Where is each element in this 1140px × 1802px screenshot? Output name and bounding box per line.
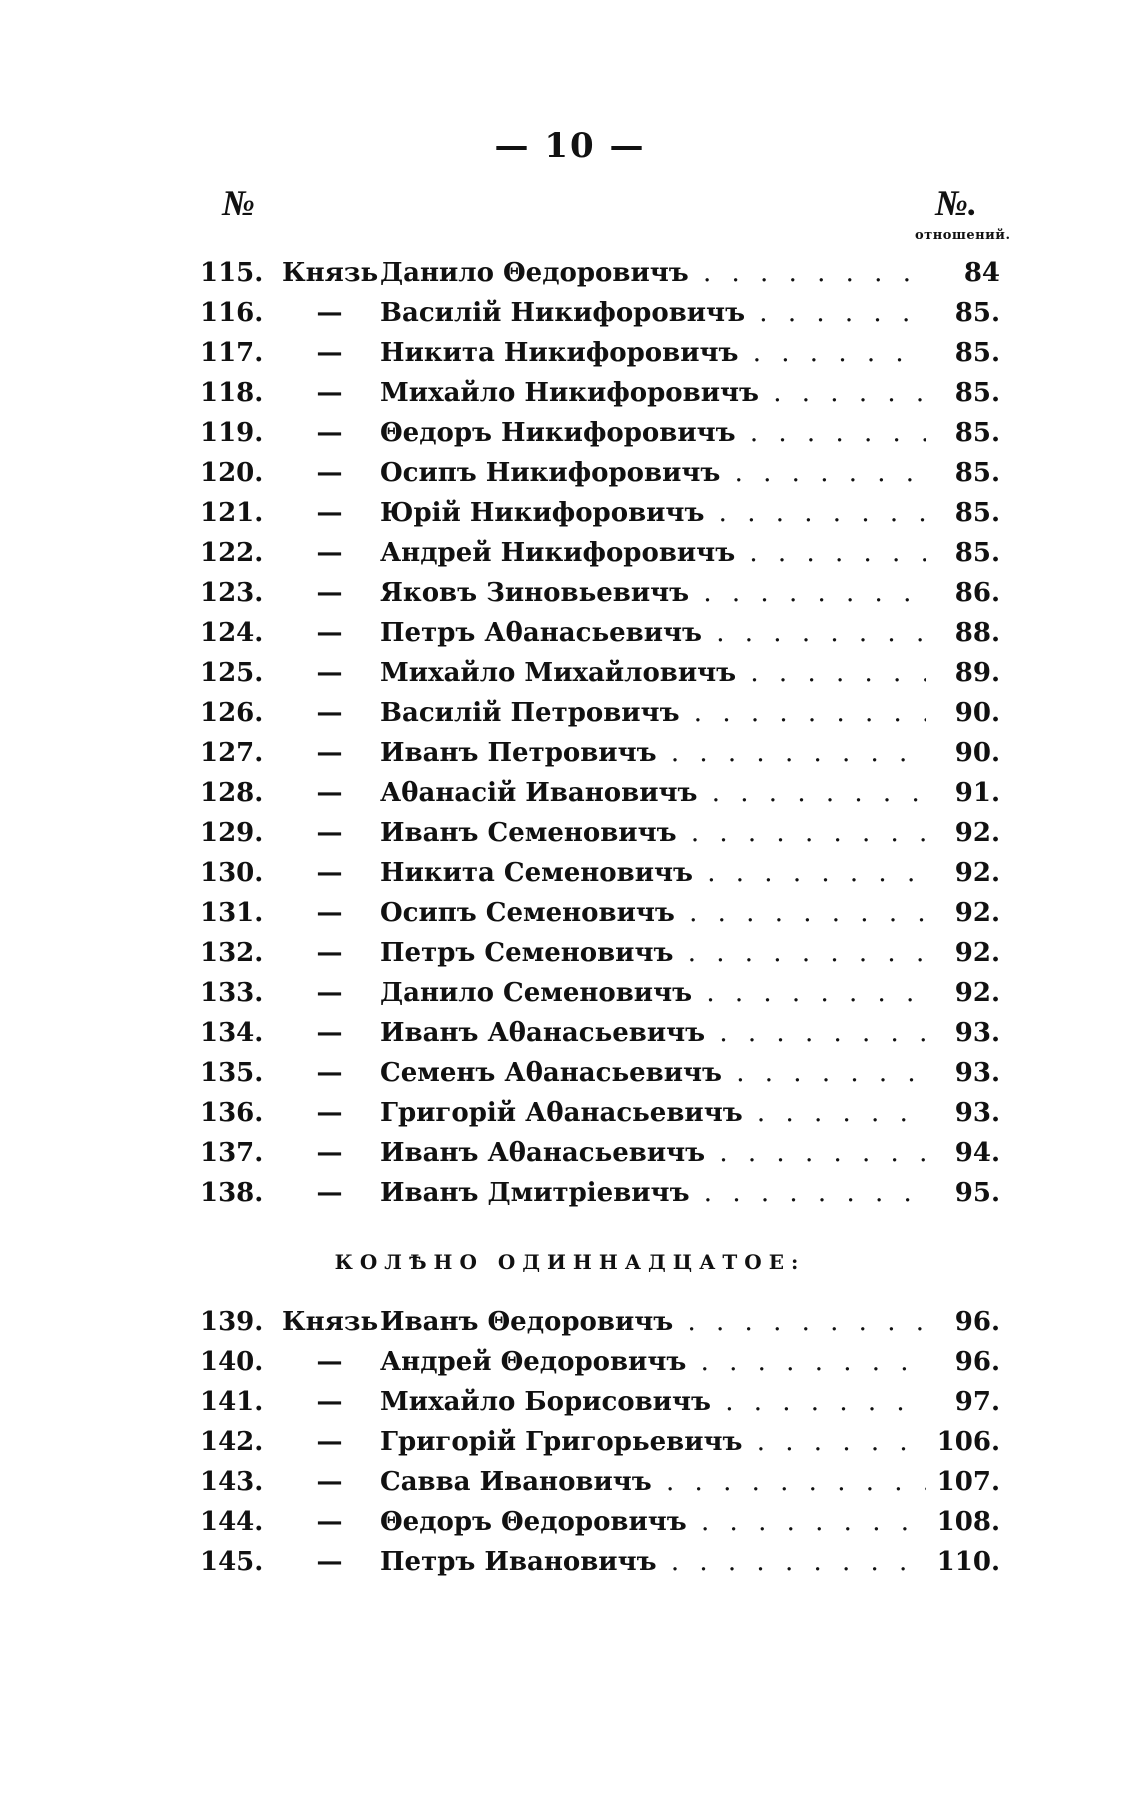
list-item — [200, 1382, 1000, 1422]
number-column-header: № — [222, 183, 255, 223]
entry-number: 119. — [200, 418, 264, 448]
entry-name: Данило Θедоровичъ . . . — [380, 253, 940, 293]
entry-number: 115. — [200, 258, 264, 288]
entry-number: 125. — [200, 658, 264, 688]
entry-reference: 90. — [926, 733, 1000, 773]
entry-title: — — [316, 458, 343, 488]
list-item — [200, 413, 1000, 453]
entry-number: 141. — [200, 1387, 264, 1417]
entry-title: — — [316, 818, 343, 848]
entry-title: Князь — [282, 1307, 379, 1337]
entry-number: 124. — [200, 618, 264, 648]
reference-column-header: №. — [935, 183, 977, 223]
list-item — [200, 893, 1000, 933]
entry-reference: 96. — [926, 1302, 1000, 1342]
entry-reference: 86. — [926, 573, 1000, 613]
entry-name: Θедоръ Никифоровичъ . . . — [380, 413, 940, 453]
entry-reference: 92. — [926, 893, 1000, 933]
list-item — [200, 973, 1000, 1013]
entry-number: 143. — [200, 1467, 264, 1497]
list-item — [200, 773, 1000, 813]
entry-reference: 85. — [926, 453, 1000, 493]
entry-reference: 85. — [926, 373, 1000, 413]
entry-number: 128. — [200, 778, 264, 808]
entry-name: Юрій Никифоровичъ . . . — [380, 493, 940, 533]
entry-reference: 91. — [926, 773, 1000, 813]
list-item — [200, 1422, 1000, 1462]
list-item — [200, 333, 1000, 373]
entry-number: 145. — [200, 1547, 264, 1577]
entry-name: Иванъ Семеновичъ . . . — [380, 813, 940, 853]
entry-reference: 88. — [926, 613, 1000, 653]
entry-reference: 84 — [926, 253, 1000, 293]
entry-title: — — [316, 658, 343, 688]
entry-number: 131. — [200, 898, 264, 928]
entry-title: — — [316, 1018, 343, 1048]
entry-number: 136. — [200, 1098, 264, 1128]
entry-number: 132. — [200, 938, 264, 968]
entry-reference: 85. — [926, 533, 1000, 573]
entry-name: Никита Никифоровичъ . . . — [380, 333, 940, 373]
entry-reference: 106. — [926, 1422, 1000, 1462]
entry-title: — — [316, 858, 343, 888]
entry-number: 134. — [200, 1018, 264, 1048]
entry-name: Θедоръ Θедоровичъ . . . — [380, 1502, 940, 1542]
entry-reference: 94. — [926, 1133, 1000, 1173]
entry-title: — — [316, 1387, 343, 1417]
list-item — [200, 373, 1000, 413]
list-item — [200, 653, 1000, 693]
entry-title: — — [316, 578, 343, 608]
entry-reference: 97. — [926, 1382, 1000, 1422]
entry-title: — — [316, 538, 343, 568]
entry-name: Иванъ Аθанасьевичъ . . . — [380, 1133, 940, 1173]
entry-name: Данило Семеновичъ . . . — [380, 973, 940, 1013]
entry-number: 133. — [200, 978, 264, 1008]
entry-title: — — [316, 618, 343, 648]
list-item — [200, 1462, 1000, 1502]
section-heading: КОЛѢНО ОДИННАДЦАТОЕ: — [334, 1250, 806, 1274]
entry-reference: 92. — [926, 973, 1000, 1013]
entry-title: — — [316, 1058, 343, 1088]
entry-title: — — [316, 418, 343, 448]
entry-name: Никита Семеновичъ . . . — [380, 853, 940, 893]
entry-title: — — [316, 1178, 343, 1208]
entry-reference: 92. — [926, 933, 1000, 973]
page-number: — 10 — — [494, 126, 646, 166]
entry-reference: 96. — [926, 1342, 1000, 1382]
entry-name: Василій Петровичъ . . . — [380, 693, 940, 733]
entry-title: — — [316, 1547, 343, 1577]
entry-reference: 95. — [926, 1173, 1000, 1213]
entry-reference: 85. — [926, 293, 1000, 333]
entry-number: 126. — [200, 698, 264, 728]
entry-name: Иванъ Аθанасьевичъ . . . — [380, 1013, 940, 1053]
reference-column-subheader: отношений. — [915, 228, 1011, 243]
entry-reference: 85. — [926, 333, 1000, 373]
entry-name: Андрей Никифоровичъ . . . — [380, 533, 940, 573]
entry-reference: 92. — [926, 813, 1000, 853]
list-item — [200, 1302, 1000, 1342]
list-item — [200, 293, 1000, 333]
list-item — [200, 533, 1000, 573]
entry-reference: 93. — [926, 1013, 1000, 1053]
entry-title: — — [316, 1427, 343, 1457]
entry-name: Савва Ивановичъ . . . — [380, 1462, 940, 1502]
list-item — [200, 853, 1000, 893]
entry-name: Григорій Григорьевичъ . . . — [380, 1422, 940, 1462]
entry-number: 138. — [200, 1178, 264, 1208]
list-item — [200, 453, 1000, 493]
list-item — [200, 1013, 1000, 1053]
entry-reference: 108. — [926, 1502, 1000, 1542]
list-item — [200, 1502, 1000, 1542]
entry-name: Петръ Ивановичъ . . . — [380, 1542, 940, 1582]
entry-name: Михайло Борисовичъ . . . — [380, 1382, 940, 1422]
entry-number: 123. — [200, 578, 264, 608]
entry-title: — — [316, 938, 343, 968]
entry-number: 127. — [200, 738, 264, 768]
entry-title: — — [316, 978, 343, 1008]
list-item — [200, 813, 1000, 853]
entry-title: — — [316, 738, 343, 768]
entry-title: — — [316, 698, 343, 728]
entry-number: 142. — [200, 1427, 264, 1457]
entry-name: Семенъ Аθанасьевичъ . . . — [380, 1053, 940, 1093]
entry-reference: 92. — [926, 853, 1000, 893]
list-item — [200, 493, 1000, 533]
list-item — [200, 1093, 1000, 1133]
entry-number: 129. — [200, 818, 264, 848]
entry-title: — — [316, 1138, 343, 1168]
entry-number: 144. — [200, 1507, 264, 1537]
list-item — [200, 1173, 1000, 1213]
entry-name: Иванъ Θедоровичъ . . . — [380, 1302, 940, 1342]
entry-title: — — [316, 1347, 343, 1377]
entry-title: — — [316, 1507, 343, 1537]
list-item — [200, 733, 1000, 773]
entry-number: 135. — [200, 1058, 264, 1088]
entry-reference: 110. — [926, 1542, 1000, 1582]
entry-name: Андрей Θедоровичъ . . . — [380, 1342, 940, 1382]
entry-number: 120. — [200, 458, 264, 488]
entry-name: Петръ Семеновичъ . . . — [380, 933, 940, 973]
entry-name: Михайло Михайловичъ . . . — [380, 653, 940, 693]
entry-reference: 90. — [926, 693, 1000, 733]
entry-name: Аθанасій Ивановичъ . . . — [380, 773, 940, 813]
entry-title: — — [316, 1467, 343, 1497]
entry-name: Михайло Никифоровичъ . . . — [380, 373, 940, 413]
entry-title: — — [316, 1098, 343, 1128]
list-item — [200, 613, 1000, 653]
entry-number: 121. — [200, 498, 264, 528]
list-item — [200, 693, 1000, 733]
entry-title: Князь — [282, 258, 379, 288]
entry-name: Иванъ Петровичъ . . . — [380, 733, 940, 773]
entry-reference: 85. — [926, 493, 1000, 533]
entry-name: Петръ Аθанасьевичъ . . . — [380, 613, 940, 653]
entry-number: 139. — [200, 1307, 264, 1337]
entry-name: Иванъ Дмитріевичъ . . . — [380, 1173, 940, 1213]
entry-number: 140. — [200, 1347, 264, 1377]
entry-reference: 93. — [926, 1093, 1000, 1133]
entry-number: 130. — [200, 858, 264, 888]
list-item — [200, 1053, 1000, 1093]
entry-number: 122. — [200, 538, 264, 568]
list-item — [200, 1342, 1000, 1382]
entry-number: 137. — [200, 1138, 264, 1168]
entry-title: — — [316, 298, 343, 328]
entry-number: 117. — [200, 338, 264, 368]
list-item — [200, 1133, 1000, 1173]
entry-name: Осипъ Никифоровичъ . . . — [380, 453, 940, 493]
entry-title: — — [316, 898, 343, 928]
entry-title: — — [316, 498, 343, 528]
entry-reference: 107. — [926, 1462, 1000, 1502]
list-item — [200, 933, 1000, 973]
entry-name: Яковъ Зиновьевичъ . . . — [380, 573, 940, 613]
list-item — [200, 1542, 1000, 1582]
entry-reference: 89. — [926, 653, 1000, 693]
entry-reference: 93. — [926, 1053, 1000, 1093]
entry-title: — — [316, 778, 343, 808]
entry-name: Осипъ Семеновичъ . . . — [380, 893, 940, 933]
entry-number: 118. — [200, 378, 264, 408]
list-item — [200, 573, 1000, 613]
entry-title: — — [316, 378, 343, 408]
entry-name: Григорій Аθанасьевичъ . . . — [380, 1093, 940, 1133]
entry-title: — — [316, 338, 343, 368]
entry-number: 116. — [200, 298, 264, 328]
entry-name: Василій Никифоровичъ . . . — [380, 293, 940, 333]
entry-reference: 85. — [926, 413, 1000, 453]
list-item — [200, 253, 1000, 293]
